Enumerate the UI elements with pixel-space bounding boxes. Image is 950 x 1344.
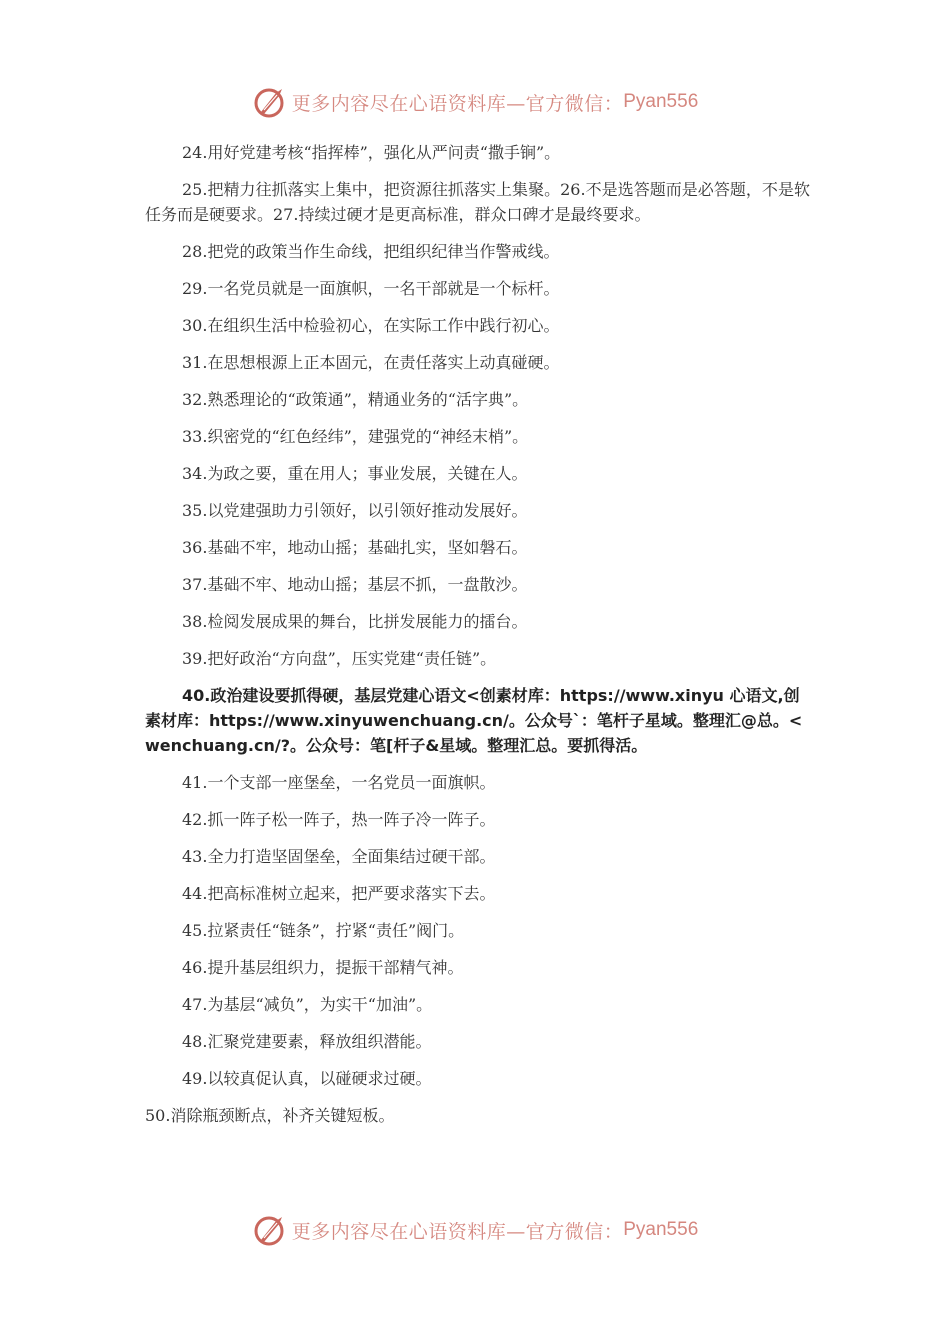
- banner-text: 更多内容尽在心语资料库—官方微信：: [291, 1220, 624, 1243]
- paragraph-29: 29.一名党员就是一面旗帜，一名干部就是一个标杆。: [182, 279, 560, 298]
- paragraph-48: 48.汇聚党建要素，释放组织潜能。: [182, 1032, 432, 1051]
- paragraph-40: 40.政治建设要抓得硬，基层党建心语文<创素材库：https://www.xinyu 心语文,创素材库：https://www.xinyuwenchuang.cn/。公众号`：笔杆子星域。整理汇@总。<wenchuang.cn/?。公众号：笔[杆子&星域。整理汇总。要抓得活。: [145, 686, 803, 755]
- document-body: [145, 140, 810, 1140]
- paragraph-37: 37.基础不牢、地动山摇；基层不抓，一盘散沙。: [182, 575, 528, 594]
- footer-banner: [0, 1210, 950, 1250]
- paragraph-50: 50.消除瓶颈断点，补齐关键短板。: [145, 1106, 395, 1125]
- paragraph-28: 28.把党的政策当作生命线，把组织纪律当作警戒线。: [182, 242, 560, 261]
- paragraph-36: 36.基础不牢，地动山摇；基础扎实，坚如磐石。: [182, 538, 528, 557]
- paragraph-38: 38.检阅发展成果的舞台，比拼发展能力的擂台。: [182, 612, 528, 631]
- pen-nib-logo-icon: [252, 84, 288, 120]
- paragraph-33: 33.织密党的“红色经纬”，建强党的“神经末梢”。: [182, 427, 529, 446]
- paragraph-44: 44.把高标准树立起来，把严要求落实下去。: [182, 884, 496, 903]
- paragraph-31: 31.在思想根源上正本固元，在责任落实上动真碰硬。: [182, 353, 560, 372]
- paragraph-41: 41.一个支部一座堡垒，一名党员一面旗帜。: [182, 773, 496, 792]
- header-banner: [0, 82, 950, 122]
- paragraph-34: 34.为政之要，重在用人；事业发展，关键在人。: [182, 464, 528, 483]
- paragraph-42: 42.抓一阵子松一阵子，热一阵子冷一阵子。: [182, 810, 496, 829]
- paragraph-39: 39.把好政治“方向盘”，压实党建“责任链”。: [182, 649, 497, 668]
- banner-wechat-id: Pyan556: [623, 91, 699, 112]
- paragraph-24: 24.用好党建考核“指挥棒”，强化从严问责“撒手锏”。: [182, 143, 561, 162]
- paragraph-49: 49.以较真促认真，以碰硬求过硬。: [182, 1069, 432, 1088]
- paragraph-47: 47.为基层“减负”，为实干“加油”。: [182, 995, 433, 1014]
- paragraph-30: 30.在组织生活中检验初心，在实际工作中践行初心。: [182, 316, 560, 335]
- pen-nib-logo-icon: [252, 1212, 288, 1248]
- banner-wechat-id: Pyan556: [623, 1219, 699, 1240]
- paragraph-35: 35.以党建强助力引领好，以引领好推动发展好。: [182, 501, 528, 520]
- paragraph-32: 32.熟悉理论的“政策通”，精通业务的“活字典”。: [182, 390, 529, 409]
- paragraph-46: 46.提升基层组织力，提振干部精气神。: [182, 958, 464, 977]
- paragraph-45: 45.拉紧责任“链条”，拧紧“责任”阀门。: [182, 921, 465, 940]
- banner-text: 更多内容尽在心语资料库—官方微信：: [291, 92, 624, 115]
- paragraph-43: 43.全力打造坚固堡垒，全面集结过硬干部。: [182, 847, 496, 866]
- paragraph-25-27: 25.把精力往抓落实上集中，把资源往抓落实上集聚。26.不是选答题而是必答题，不是软任务而是硬要求。27.持续过硬才是更高标准，群众口碑才是最终要求。: [145, 180, 810, 224]
